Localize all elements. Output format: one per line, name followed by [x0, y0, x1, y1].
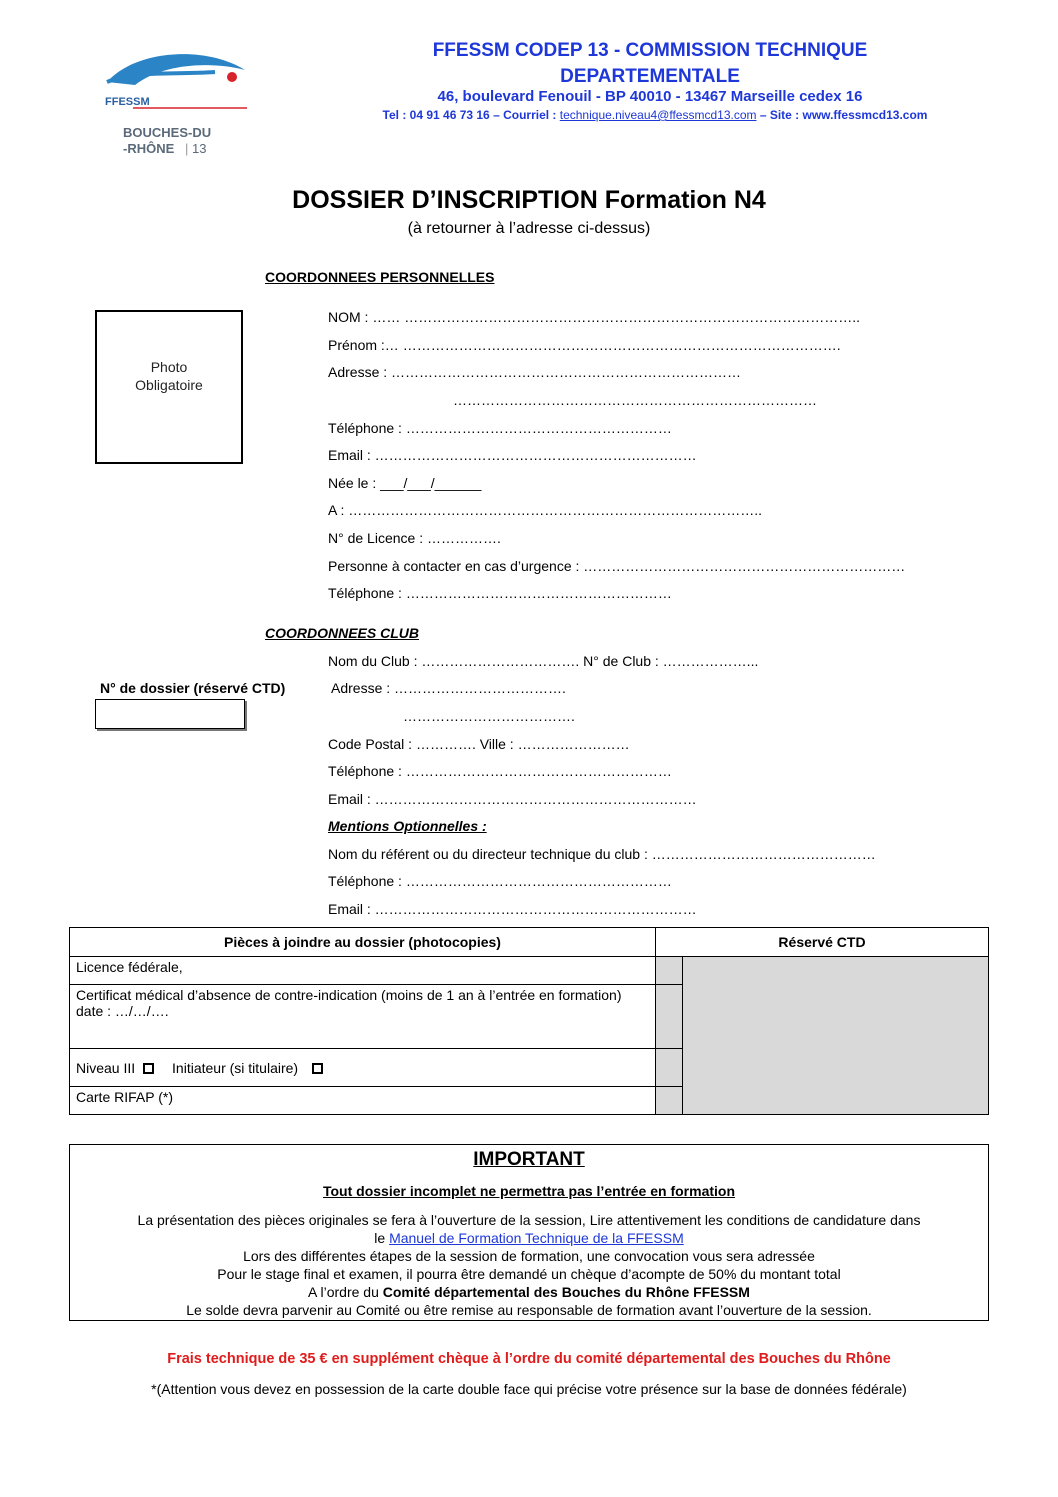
field-nom[interactable]: NOM : …… …………………………………………………………………………………….. [328, 309, 860, 325]
initiateur-checkbox[interactable] [312, 1063, 323, 1074]
logo-region-line2: -RHÔNE [123, 141, 175, 156]
field-referent[interactable]: Nom du référent ou du directeur technique du club : ………………………………………… [328, 846, 876, 862]
documents-table [69, 927, 989, 1115]
photo-label: Photo Obligatoire [135, 359, 203, 393]
field-birth-place[interactable]: A : …………………………………………………………………………….. [328, 502, 763, 518]
logo-dept-number: | 13 [185, 141, 207, 156]
page-subtitle: (à retourner à l’adresse ci-dessus) [407, 220, 651, 237]
field-licence[interactable]: N° de Licence : ……………. [328, 530, 501, 546]
important-title: IMPORTANT [473, 1149, 585, 1170]
header-address: 46, boulevard Fenouil - BP 40010 - 13467 Marseille cedex 16 [437, 88, 863, 105]
attention-note: *(Attention vous devez en possession de la carte double face qui précise votre présence sur la base de données fédérale) [151, 1381, 907, 1397]
field-emergency-contact[interactable]: Personne à contacter en cas d’urgence : …………………………………………………………… [328, 558, 906, 574]
personal-section-heading: COORDONNEES PERSONNELLES [265, 269, 495, 285]
table-row: Carte RIFAP (*) [70, 1087, 989, 1115]
mentions-heading: Mentions Optionnelles : [328, 818, 487, 834]
fees-notice: Frais technique de 35 € en supplément chèque à l’ordre du comité départemental des Bouches du Rhône [167, 1351, 891, 1367]
manual-link[interactable]: Manuel de Formation Technique de la FFESSM [389, 1230, 684, 1246]
field-telephone[interactable]: Téléphone : ………………………………………………… [328, 420, 672, 436]
table-header-reserved: Réservé CTD [656, 928, 989, 957]
field-adresse[interactable]: Adresse : ………………………………………………………………… [328, 364, 742, 380]
logo-brand: FFESSM [105, 96, 150, 108]
photo-box [95, 310, 243, 464]
field-club-address-2[interactable]: ………………………………. [403, 708, 575, 724]
table-row: Certificat médical d’absence de contre-indication (moins de 1 an à l’entrée en formation) date : …/…/…. [70, 985, 989, 1049]
field-prenom[interactable]: Prénom :… …………………………………………………………………………………. [328, 337, 841, 353]
table-row: Niveau III Initiateur (si titulaire) [70, 1049, 989, 1087]
field-email[interactable]: Email : …………………………………………………………… [328, 447, 697, 463]
field-club-email[interactable]: Email : …………………………………………………………… [328, 791, 697, 807]
header-line-2: DEPARTEMENTALE [560, 66, 740, 87]
important-subtitle: Tout dossier incomplet ne permettra pas l’entrée en formation [322, 1183, 736, 1199]
ffessm-logo [95, 40, 260, 168]
field-emergency-phone[interactable]: Téléphone : ………………………………………………… [328, 585, 672, 601]
dossier-number-box [95, 699, 245, 729]
field-referent-email[interactable]: Email : …………………………………………………………… [328, 901, 697, 917]
email-link[interactable]: technique.niveau4@ffessmcd13.com [559, 108, 757, 122]
field-birth-date[interactable]: Née le : ___/___/______ [328, 475, 482, 491]
club-section-heading: COORDONNEES CLUB [265, 625, 420, 641]
logo-region-line1: BOUCHES-DU [123, 125, 212, 140]
page-title: DOSSIER D’INSCRIPTION Formation N4 [292, 186, 766, 214]
dossier-number-label: N° de dossier (réservé CTD) [100, 680, 286, 696]
reserved-ctd-area [683, 957, 989, 1115]
field-club-telephone[interactable]: Téléphone : ………………………………………………… [328, 763, 672, 779]
table-header-pieces: Pièces à joindre au dossier (photocopies) [70, 928, 656, 957]
header-line-1: FFESSM CODEP 13 - COMMISSION TECHNIQUE [432, 40, 868, 61]
field-club-name[interactable]: Nom du Club : ……………………………. N° de Club : ………………... [328, 653, 759, 669]
niveau-3-checkbox[interactable] [143, 1063, 154, 1074]
table-row: Licence fédérale, [70, 957, 989, 985]
field-club-address[interactable]: Adresse : ………………………………. [331, 680, 566, 696]
field-adresse-2[interactable]: …………………………………………………………………… [453, 392, 817, 408]
field-club-postal-city[interactable]: Code Postal : …………. Ville : …………………… [328, 736, 630, 752]
important-body: La présentation des pièces originales se fera à l’ouverture de la session, Lire attentivement les conditions de candidature dans le Manuel de Formation Technique de la FFESSM Lors des différentes étapes de la session de formation, une convocation vous sera adressée Pour le stage final et examen, il pourra être demandé un chèque d’acompte de 50% du montant total A l’ordre du Comité départemental des Bouches du Rhône FFESSM Le solde devra parvenir au Comité ou être remise au responsable de formation avant l’ouverture de la session. [137, 1212, 921, 1318]
header-contact: Tel : 04 91 46 73 16 – Courriel : technique.niveau4@ffessmcd13.com – Site : www.ffessmcd13.com [382, 108, 928, 122]
field-referent-telephone[interactable]: Téléphone : ………………………………………………… [328, 873, 672, 889]
